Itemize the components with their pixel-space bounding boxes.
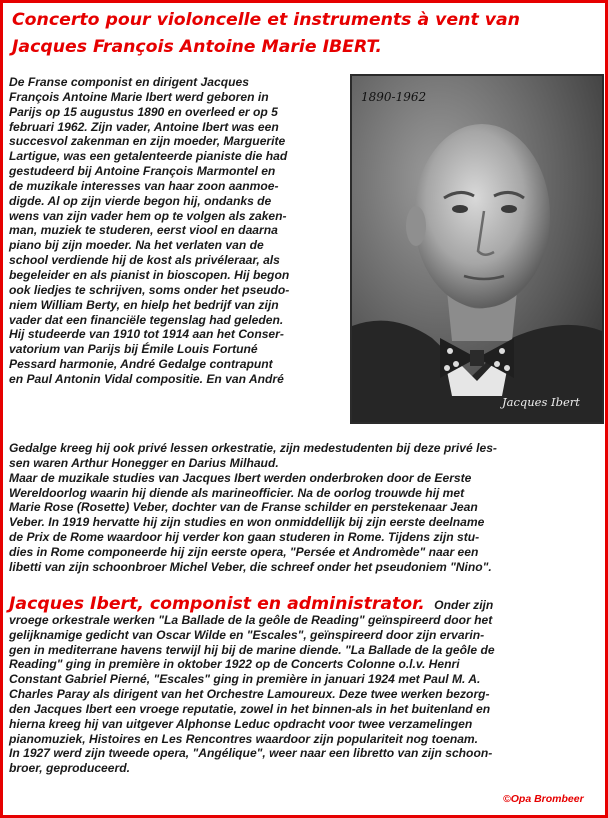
text-line: Hij studeerde van 1910 tot 1914 aan het Conser- <box>9 327 284 342</box>
text-line: broer, geproduceerd. <box>9 761 130 776</box>
section-heading: Jacques Ibert, componist en administrator. <box>9 594 425 614</box>
text-line: De Franse componist en dirigent Jacques <box>9 75 249 89</box>
text-line: digde. Al op zijn vierde begon hij, ondanks de <box>9 193 272 208</box>
text-line: vroege orkestrale werken "La Ballade de la geôle de Reading" geïnspireerd door het <box>9 612 493 627</box>
text-line: de muzikale interesses van haar zoon aanmoe- <box>9 178 279 193</box>
text-line: wens van zijn vader hem op te volgen als zaken- <box>9 208 287 223</box>
text-line: en Paul Antonin Vidal compositie. En van André <box>9 371 284 386</box>
text-line: vatorium van Parijs bij Émile Louis Fortuné <box>9 342 258 357</box>
text-line: Maar de muzikale studies van Jacques Ibert werden onderbroken door de Eerste <box>9 470 472 485</box>
text-line: Pessard harmonie, André Gedalge contrapunt <box>9 357 273 372</box>
title-line-1: Concerto pour violoncelle et instruments à vent van <box>12 10 520 30</box>
text-line: februari 1962. Zijn vader, Antoine Ibert was een <box>9 119 279 134</box>
portrait-illustration <box>352 76 602 422</box>
text-line: dies in Rome componeerde hij zijn eerste opera, "Persée et Andromède" naar een <box>9 544 479 559</box>
text-line: libetti van zijn schoonbroer Michel Veber, die schreef onder het pseudoniem "Nino". <box>9 559 492 574</box>
text-line: Lartigue, was een getalenteerde pianiste die had <box>9 149 288 164</box>
text-line: hierna kreeg hij van uitgever Alphonse Leduc opdracht voor twee verzamelingen <box>9 716 473 731</box>
text-line: piano bij zijn moeder. Na het verlaten van de <box>9 238 264 253</box>
text-line: Veber. In 1919 hervatte hij zijn studies en won onmiddellijk bij zijn eerste deelname <box>9 515 485 530</box>
page-title <box>12 7 604 61</box>
text-line: vader dat een financiële tegenslag had geleden. <box>9 312 284 327</box>
text-line: Reading" ging in première in oktober 1922 op de Concerts Colonne o.l.v. Henri <box>9 657 460 672</box>
text-line: Onder zijn <box>434 598 494 612</box>
text-line: sen waren Arthur Honegger en Darius Milhaud. <box>9 455 279 470</box>
photo-caption: Jacques Ibert <box>502 395 580 409</box>
text-line: Wereldoorlog waarin hij diende als marineofficier. Na de oorlog trouwde hij met <box>9 485 465 500</box>
text-line: pianomuziek, Histoires en Les Rencontres waardoor zijn populariteit nog toenam. <box>9 731 479 746</box>
text-line: Marie Rose (Rosette) Veber, dochter van de Franse schilder en perstekenaar Jean <box>9 500 478 515</box>
section-heading-line <box>9 594 495 614</box>
text-line: den Jacques Ibert een vroege reputatie, zowel in het binnen-als in het buitenland en <box>9 701 491 716</box>
biography-paragraph-2 <box>9 441 497 575</box>
text-line: gestudeerd bij Antoine François Marmontel en <box>9 164 276 179</box>
text-line: niem William Berty, en hielp het bedrijf van zijn <box>9 297 279 312</box>
copyright-label: ©Opa Brombeer <box>503 793 584 805</box>
text-line: succesvol zakenman en zijn moeder, Marguerite <box>9 134 286 149</box>
text-line: François Antoine Marie Ibert werd geboren in <box>9 89 269 104</box>
biography-paragraph-3 <box>9 594 495 776</box>
text-line: Constant Gabriel Pierné, "Escales" ging in première in januari 1924 met Paul M. A. <box>9 672 481 687</box>
text-line: school verdiende hij de kost als privéleraar, als <box>9 253 280 268</box>
biography-paragraph-1 <box>9 75 289 387</box>
text-line: gelijknamige gedicht van Oscar Wilde en "Escales", geïnspireerd door zijn ervarin- <box>9 627 485 642</box>
text-line: In 1927 werd zijn tweede opera, "Angélique", weer naar een libretto van zijn schoon- <box>9 746 493 761</box>
text-line: Charles Paray als dirigent van het Orchestre Lamoureux. Deze twee werken bezorg- <box>9 687 490 702</box>
title-line-2: Jacques François Antoine Marie IBERT. <box>12 37 382 57</box>
text-line: de Prix de Rome waardoor hij verder kon gaan studeren in Rome. Tijdens zijn stu- <box>9 530 480 545</box>
text-line: begeleider en als pianist in bioscopen. Hij begon <box>9 267 290 282</box>
text-line: ook liedjes te schrijven, soms onder het pseudo- <box>9 282 290 297</box>
text-line: Parijs op 15 augustus 1890 en overleed er op 5 <box>9 104 278 119</box>
portrait-photo <box>350 74 604 424</box>
photo-year-label: 1890-1962 <box>361 90 427 104</box>
text-line: Gedalge kreeg hij ook privé lessen orkestratie, zijn medestudenten bij deze privé les- <box>9 441 497 455</box>
text-line: man, muziek te studeren, eerst viool en daarna <box>9 223 278 238</box>
text-line: gen in mediterrane havens terwijl hij bij de marine diende. "La Ballade de la geôle de <box>9 642 495 657</box>
